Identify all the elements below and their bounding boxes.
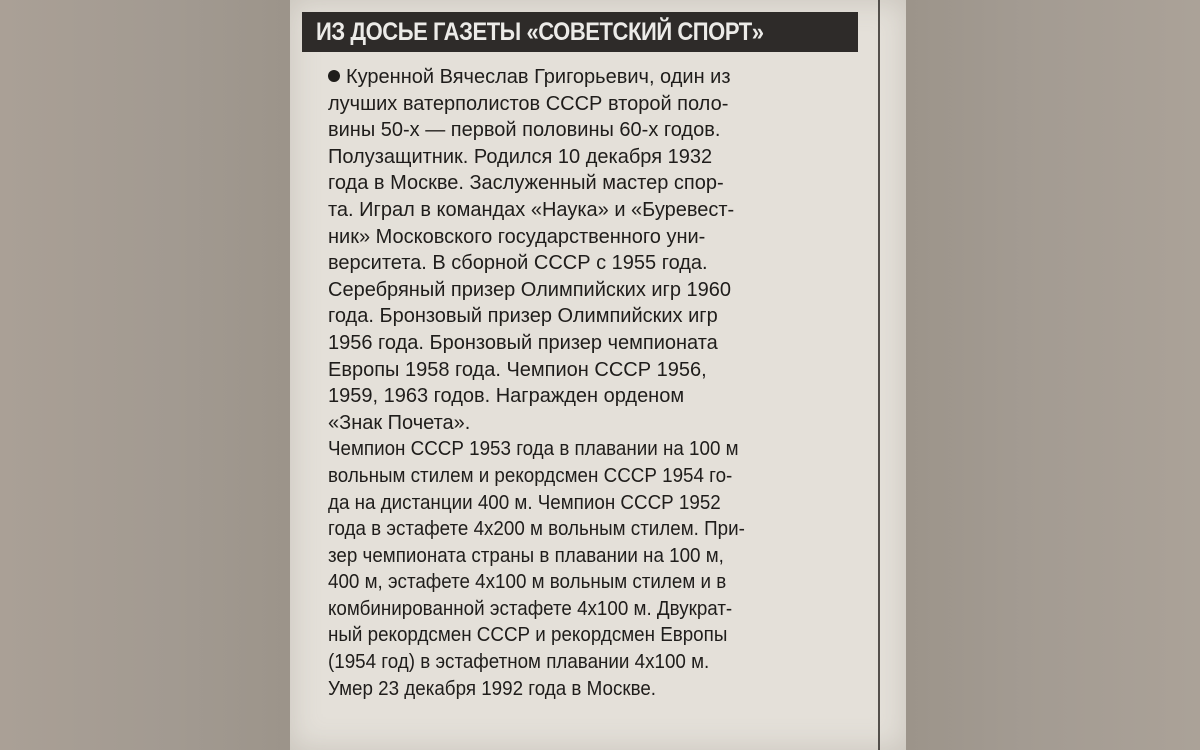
background-right — [906, 0, 1200, 750]
article-line: 1959, 1963 годов. Награжден орденом — [328, 385, 685, 408]
article-line: Европы 1958 года. Чемпион СССР 1956, — [328, 358, 707, 381]
article-line: зер чемпионата страны в плавании на 100 м, — [328, 544, 724, 567]
article-line: ник» Московского государственного уни- — [328, 225, 706, 248]
article-line: Серебряный призер Олимпийских игр 1960 — [328, 278, 732, 301]
article-line: комбинированной эстафете 4х100 м. Двукрат- — [328, 597, 733, 620]
article-line: вины 50-х — первой половины 60-х годов. — [328, 119, 721, 142]
article-line: года. Бронзовый призер Олимпийских игр — [328, 305, 718, 328]
article-line-text: Куренной Вячеслав Григорьевич, один из — [346, 66, 731, 88]
article-line: Умер 23 декабря 1992 года в Москве. — [328, 677, 657, 700]
background-left — [0, 0, 290, 750]
article-line: лучших ватерполистов СССР второй поло- — [328, 92, 729, 115]
article-body — [328, 64, 868, 702]
column-rule — [878, 0, 880, 750]
article-line: (1954 год) в эстафетном плавании 4х100 м. — [328, 651, 710, 674]
bullet-icon — [328, 70, 340, 82]
article-line: года в эстафете 4х200 м вольным стилем. При- — [328, 518, 745, 541]
article-line: да на дистанции 400 м. Чемпион СССР 1952 — [328, 491, 721, 514]
newspaper-clipping — [290, 0, 906, 750]
article-line: 400 м, эстафете 4х100 м вольным стилем и в — [328, 571, 727, 594]
article-line: Чемпион СССР 1953 года в плавании на 100 м — [328, 438, 739, 461]
article-line: ный рекордсмен СССР и рекордсмен Европы — [328, 624, 728, 647]
article-line: верситета. В сборной СССР с 1955 года. — [328, 252, 708, 275]
article-line: та. Играл в командах «Наука» и «Буревест- — [328, 198, 735, 221]
article-line: Полузащитник. Родился 10 декабря 1932 — [328, 145, 713, 168]
article-line: «Знак Почета». — [328, 411, 471, 434]
article-line: года в Москве. Заслуженный мастер спор- — [328, 172, 724, 195]
header-title: ИЗ ДОСЬЕ ГАЗЕТЫ «СОВЕТСКИЙ СПОРТ» — [316, 18, 764, 46]
article-line: вольным стилем и рекордсмен СССР 1954 го- — [328, 464, 733, 487]
article-line: 1956 года. Бронзовый призер чемпионата — [328, 331, 718, 354]
article-line — [328, 64, 868, 91]
